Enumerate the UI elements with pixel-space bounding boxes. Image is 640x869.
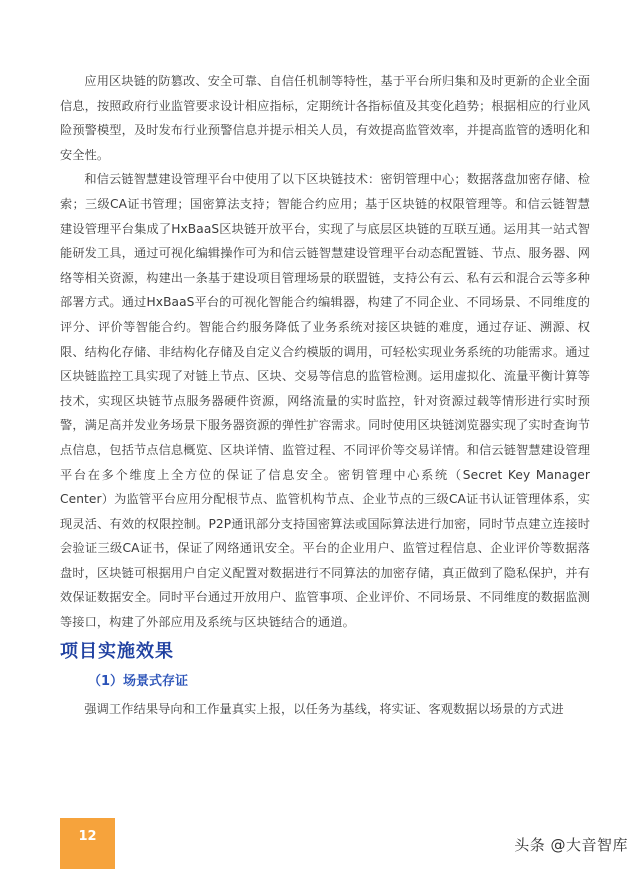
body-paragraph: 强调工作结果导向和工作量真实上报，以任务为基线，将实证、客观数据以场景的方式进 [84,701,564,716]
body-paragraph: 应用区块链的防篡改、安全可靠、自信任机制等特性，基于平台所归集和及时更新的企业全面信息，按照政府行业监管要求设计相应指标，定期统计各指标值及其变化趋势；根据相应的行业风险预警模型，及时发布行业预警信息并提示相关人员，有效提高监管效率，并提高监管的透明化和安全性。 [60,74,590,162]
watermark: 头条 @大音智库 [514,836,628,854]
page-number-box [60,818,115,869]
subsection-title: （1）场景式存证 [88,673,189,689]
page-number: 12 [78,829,97,844]
section-title: 项目实施效果 [60,640,174,662]
page-content [60,0,590,721]
body-paragraph: 和信云链智慧建设管理平台中使用了以下区块链技术：密钥管理中心；数据落盘加密存储、检索；三级CA证书管理；国密算法支持；智能合约应用；基于区块链的权限管理等。和信云链智慧建设管理平台集成了HxBaaS区块链开放平台，实现了与底层区块链的互联互通。运用其一站式智能研发工具，通过可视化编辑操作可为和信云链智慧建设管理平台动态配置链、节点、服务器、网络等相关资源，构建出一条基于建设项目管理场景的联盟链，支持公有云、私有云和混合云等多种部署方式。通过HxBaaS平台的可视化智能合约编辑器，构建了不同企业、不同场景、不同维度的评分、评价等智能合约。智能合约服务降低了业务系统对接区块链的难度，通过存证、溯源、权限、结构化存储、非结构化存储及自定义合约模版的调用，可轻松实现业务系统的功能需求。通过区块链监控工具实现了对链上节点、区块、交易等信息的监管检测。运用虚拟化、流量平衡计算等技术，实现区块链节点服务器硬件资源，网络流量的实时监控，针对资源过载等情形进行实时预警，满足高并发业务场景下服务器资源的弹性扩容需求。同时使用区块链浏览器实现了实时查询节点信息，包括节点信息概览、区块详情、监管过程、不同评价等交易详情。和信云链智慧建设管理平台在多个维度上全方位的保证了信息安全。密钥管理中心系统（Secret Key Manager Center）为监管平台应用分配根节点、监管机构节点、企业节点的三级CA证书认证管理体系，实现灵活、有效的权限控制。P2P通讯部分支持国密算法或国际算法进行加密，同时节点建立连接时会验证三级CA证书，保证了网络通讯安全。平台的企业用户、监管过程信息、企业评价等数据落盘时，区块链可根据用户自定义配置对数据进行不同算法的加密存储，真正做到了隐私保护，并有效保证数据安全。同时平台通过开放用户、监管事项、企业评价、不同场景、不同维度的数据监测等接口，构建了外部应用及系统与区块链结合的通道。 [60,172,590,630]
